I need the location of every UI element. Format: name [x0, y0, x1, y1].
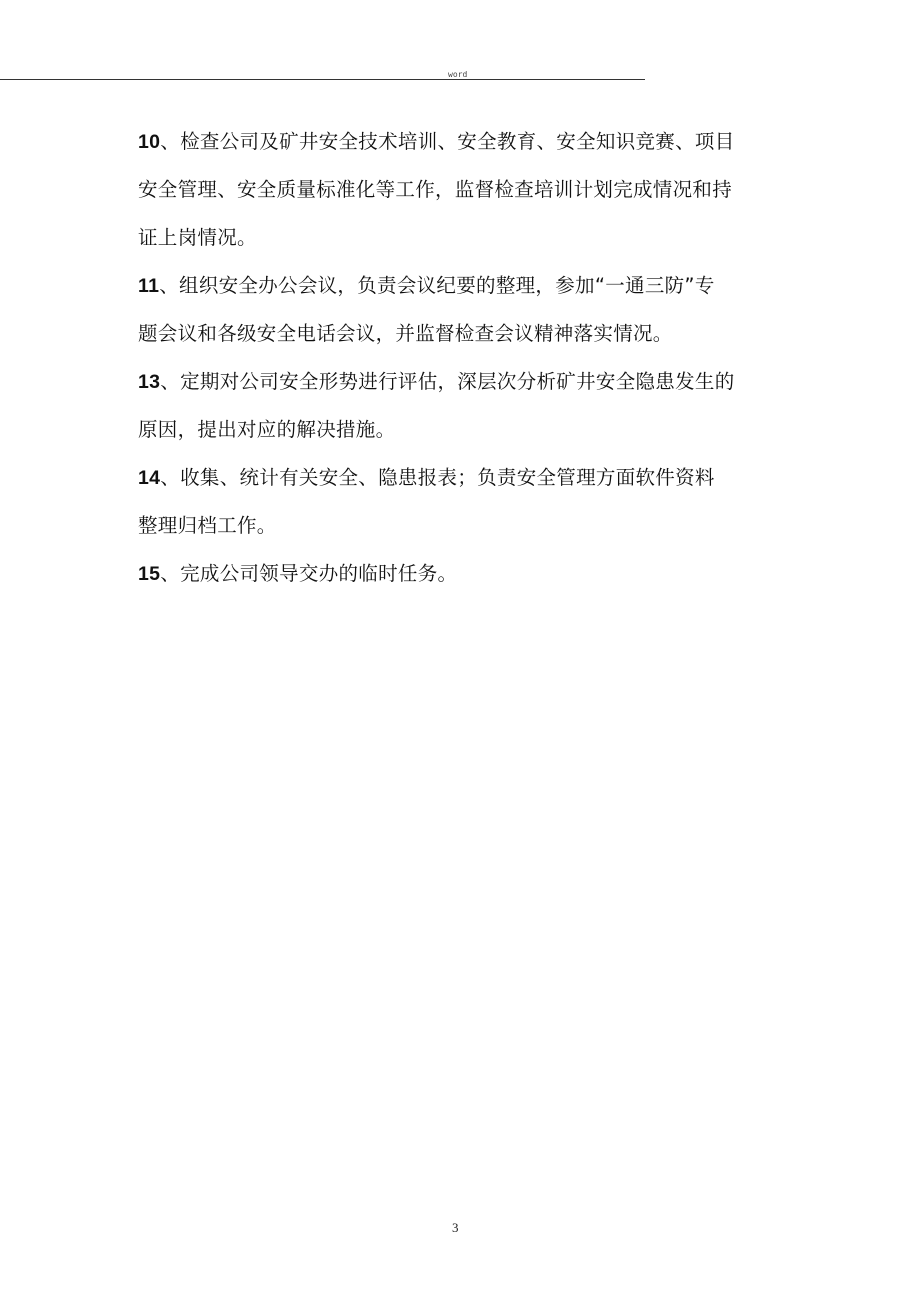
item-separator: 、 — [160, 130, 181, 153]
list-item-line — [138, 358, 758, 406]
item-separator: 、 — [160, 562, 181, 585]
item-text: 检查公司及矿井安全技术培训、安全教育、安全知识竞赛、项目 — [180, 130, 735, 153]
list-item-line — [138, 262, 758, 310]
item-separator: 、 — [159, 274, 180, 297]
item-text: 组织安全办公会议，负责会议纪要的整理，参加“一通三防”专 — [179, 274, 715, 297]
item-text: 定期对公司安全形势进行评估，深层次分析矿井安全隐患发生的 — [180, 370, 735, 393]
page-number: 3 — [452, 1220, 459, 1235]
item-separator: 、 — [160, 466, 181, 489]
header-label: word — [448, 70, 468, 79]
list-item-line — [138, 118, 758, 166]
list-item-11 — [138, 262, 758, 358]
item-text: 完成公司领导交办的临时任务。 — [180, 562, 458, 585]
list-item-line: 整理归档工作。 — [138, 514, 277, 537]
list-item-line: 题会议和各级安全电话会议，并监督检查会议精神落实情况。 — [138, 322, 673, 345]
item-number: 11 — [138, 275, 160, 297]
list-item-line — [138, 550, 758, 598]
item-number: 10 — [138, 131, 161, 153]
item-number: 13 — [138, 371, 161, 393]
list-item-line — [138, 454, 758, 502]
list-item-line: 证上岗情况。 — [138, 226, 257, 249]
item-separator: 、 — [160, 370, 181, 393]
item-text: 收集、统计有关安全、隐患报表；负责安全管理方面软件资料 — [180, 466, 715, 489]
item-number: 14 — [138, 467, 161, 489]
header-divider — [0, 79, 645, 80]
list-item-14 — [138, 454, 758, 550]
list-item-15 — [138, 550, 758, 598]
list-item-13 — [138, 358, 758, 454]
list-item-10 — [138, 118, 758, 262]
list-item-line: 安全管理、安全质量标准化等工作，监督检查培训计划完成情况和持 — [138, 178, 733, 201]
list-item-line: 原因，提出对应的解决措施。 — [138, 418, 396, 441]
item-number: 15 — [138, 563, 161, 585]
